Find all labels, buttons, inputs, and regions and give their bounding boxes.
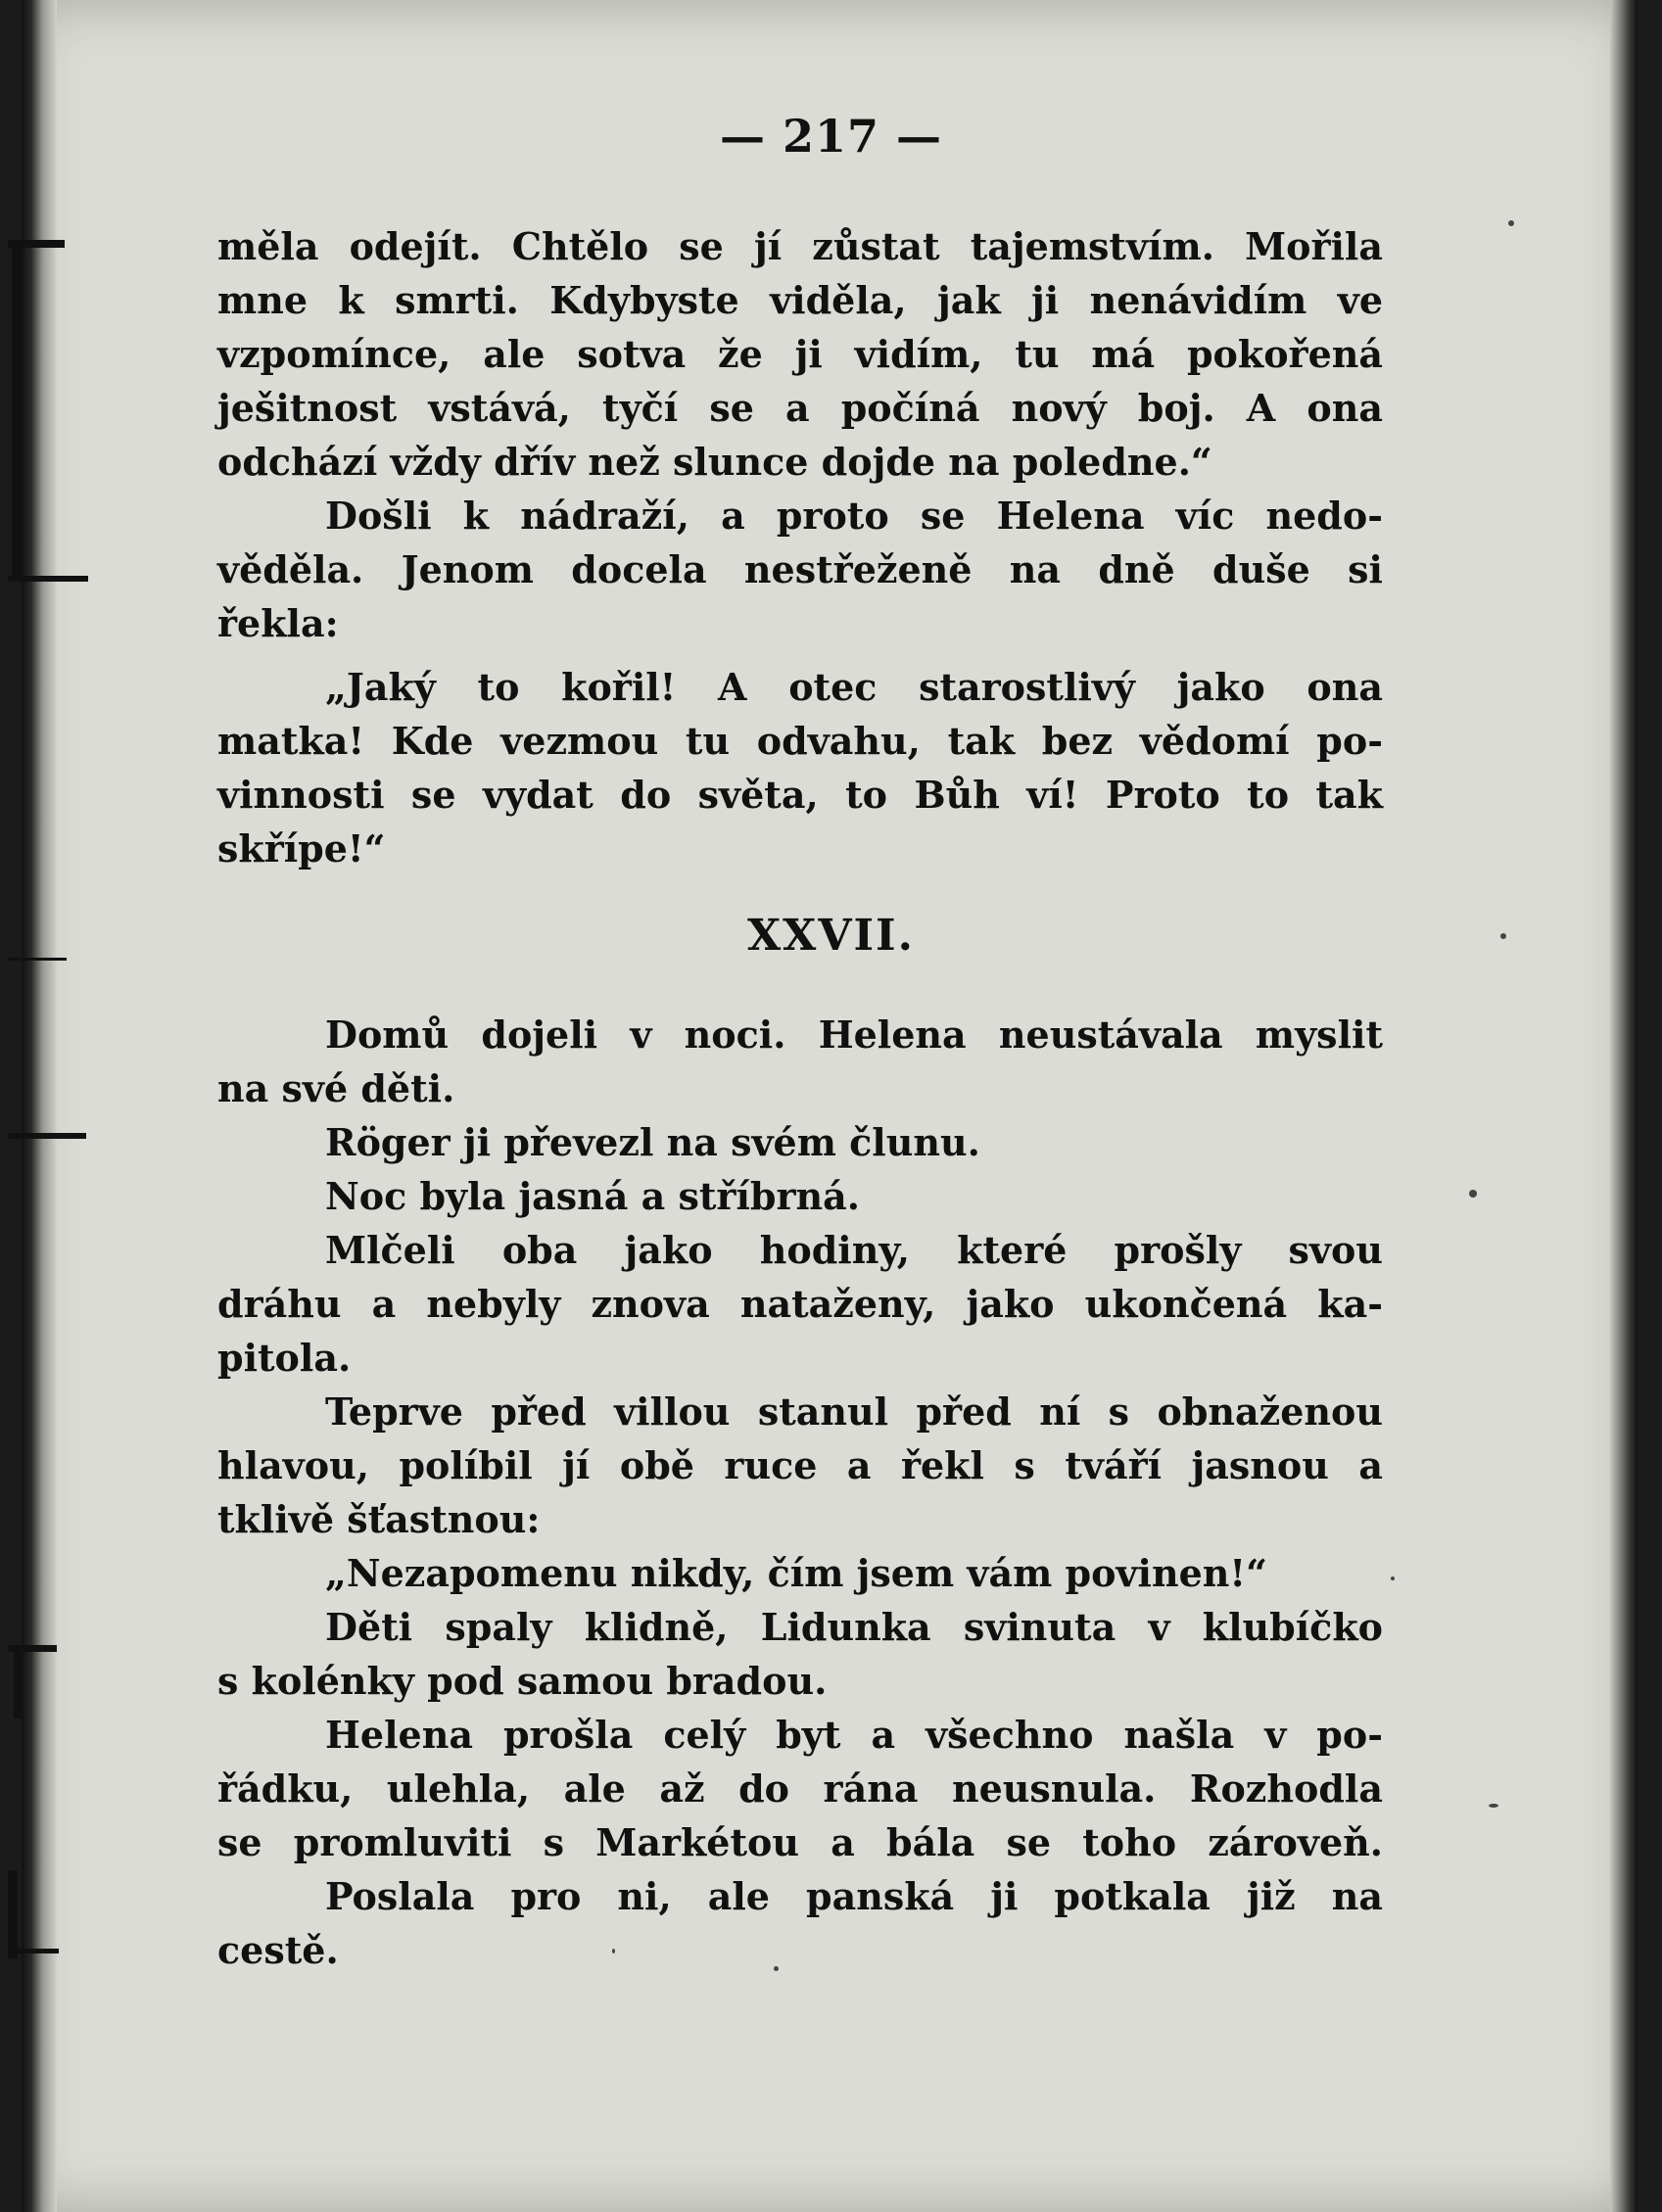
text-line: skřípe!“ — [217, 826, 386, 871]
text-line: věděla. Jenom docela nestřeženě na dně duše si — [217, 547, 1383, 591]
body-text — [217, 221, 1383, 1984]
binding-mark — [14, 1650, 22, 1718]
text-line: měla odejít. Chtělo se jí zůstat tajemstvím. Mořila — [217, 224, 1383, 268]
binding-edge — [22, 0, 57, 2212]
text-line: Domů dojeli v noci. Helena neustávala myslit — [325, 1012, 1383, 1057]
text-line: Noc byla jasná a stříbrná. — [325, 1174, 860, 1218]
page-edge-shadow — [1610, 0, 1638, 2212]
paper-speck — [1391, 1577, 1395, 1580]
text-line: pitola. — [217, 1336, 352, 1380]
text-line: hlavou, políbil jí obě ruce a řekl s tváří jasnou a — [217, 1443, 1383, 1487]
text-line: Mlčeli oba jako hodiny, které prošly svou — [325, 1228, 1383, 1272]
text-line: „Jaký to kořil! A otec starostlivý jako ona — [325, 665, 1383, 709]
binding-mark — [8, 1133, 86, 1139]
paper-speck — [1489, 1804, 1498, 1808]
text-line: Helena prošla celý byt a všechno našla v po- — [325, 1713, 1383, 1757]
binding-mark — [12, 245, 22, 578]
text-line: na své děti. — [217, 1066, 455, 1110]
text-line: Poslala pro ni, ale panská ji potkala již na — [325, 1874, 1383, 1918]
chapter-heading: XXVII. — [747, 911, 915, 961]
text-line: vinnosti se vydat do světa, to Bůh ví! Proto to tak — [217, 773, 1383, 817]
text-line: cestě. — [217, 1928, 339, 1972]
text-line: odchází vždy dřív než slunce dojde na poledne.“ — [217, 440, 1212, 484]
text-line: tklivě šťastnou: — [217, 1497, 541, 1541]
text-line: ješitnost vstává, tyčí se a počíná nový boj. A ona — [217, 386, 1383, 430]
page-number: — 217 — — [719, 110, 943, 163]
paper-speck — [1508, 220, 1514, 226]
text-line: matka! Kde vezmou tu odvahu, tak bez vědomí po- — [217, 719, 1383, 763]
text-line: Došli k nádraží, a proto se Helena víc nedo- — [325, 494, 1383, 538]
binding-mark — [8, 1949, 59, 1953]
text-line: dráhu a nebyly znova nataženy, jako ukončená ka- — [217, 1282, 1383, 1326]
paper-speck — [1469, 1190, 1477, 1198]
text-line: se promluviti s Markétou a bála se toho zároveň. — [217, 1820, 1383, 1864]
text-line: Röger ji převezl na svém člunu. — [325, 1120, 980, 1164]
text-line: „Nezapomenu nikdy, čím jsem vám povinen!“ — [325, 1551, 1267, 1595]
text-line: Teprve před villou stanul před ní s obnaženou — [325, 1389, 1383, 1434]
text-line: řádku, ulehla, ale až do rána neusnula. Rozhodla — [217, 1766, 1383, 1811]
text-line: Děti spaly klidně, Lidunka svinuta v klubíčko — [325, 1605, 1383, 1649]
text-line: mne k smrti. Kdybyste viděla, jak ji nenávidím ve — [217, 278, 1383, 322]
text-line: s kolénky pod samou bradou. — [217, 1659, 828, 1703]
binding-mark — [8, 1870, 18, 1958]
text-line: řekla: — [217, 601, 339, 645]
binding-mark — [8, 576, 88, 582]
text-line: vzpomínce, ale sotva že ji vidím, tu má pokořená — [217, 332, 1383, 376]
